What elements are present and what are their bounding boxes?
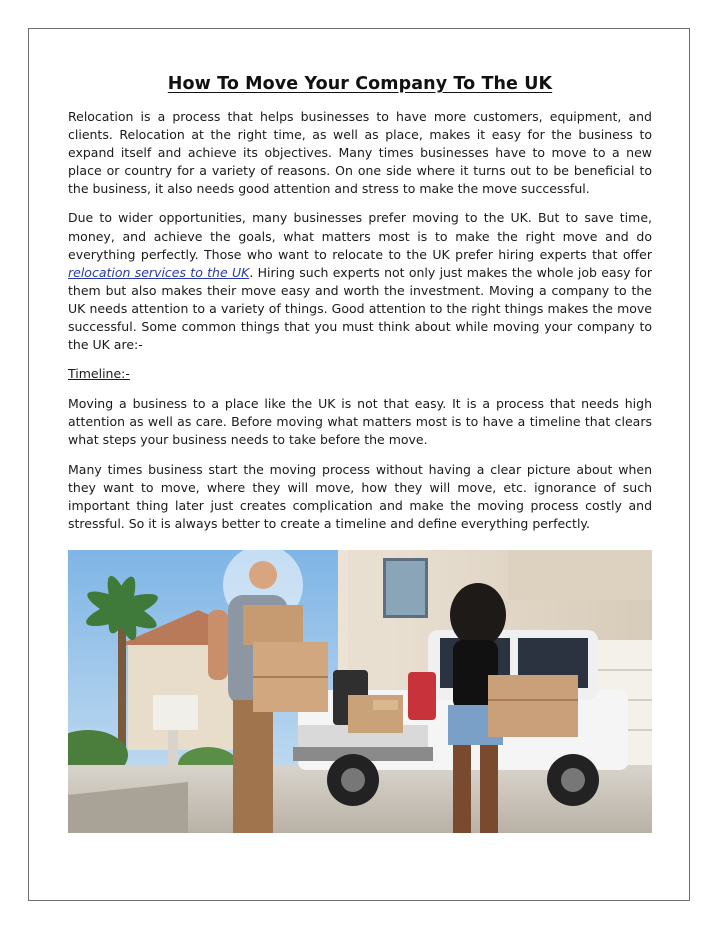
paragraph-text-after-link: . Hiring such experts not only just makes the whole job easy for them but also makes their move easy and worth the investment. Moving a company to the UK needs attention to a variety of things. Good attention to the right things makes the move successful. Some common things that you must think about while moving your company to the UK are:-	[68, 264, 652, 353]
section-heading-timeline: Timeline:-	[68, 366, 130, 382]
moving-photo	[68, 550, 652, 833]
relocation-services-link[interactable]: relocation services to the UK	[68, 264, 250, 280]
document-body	[68, 74, 652, 544]
paragraph-uk-opportunities	[68, 209, 652, 354]
paragraph-intro: Relocation is a process that helps businesses to have more customers, equipment, and clients. Relocation at the right time, as well as place, makes it easy for the business to expand itself and achieve its objectives. Many times businesses have to move to a new place or country for a variety of reasons. On one side where it turns out to be beneficial to the business, it also needs good attention and stress to make the move successful.	[68, 109, 652, 197]
paragraph-timeline: Moving a business to a place like the UK is not that easy. It is a process that needs high attention as well as care. Before moving what matters most is to have a timeline that clears what steps your business needs to take before the move.	[68, 396, 652, 448]
paragraph-planning: Many times business start the moving process without having a clear picture about when they want to move, where they will move, how they will move, etc. ignorance of such important thing later just creates complication and make the moving process costly and stressful. So it is always better to create a timeline and define everything perfectly.	[68, 461, 652, 531]
document-title: How To Move Your Company To The UK	[167, 74, 553, 94]
paragraph-text-before-link: Due to wider opportunities, many businesses prefer moving to the UK. But to save time, money, and achieve the goals, what matters most is to make the right move and do everything perfectly. Those who want to relocate to the UK prefer hiring experts that offer	[68, 210, 652, 262]
